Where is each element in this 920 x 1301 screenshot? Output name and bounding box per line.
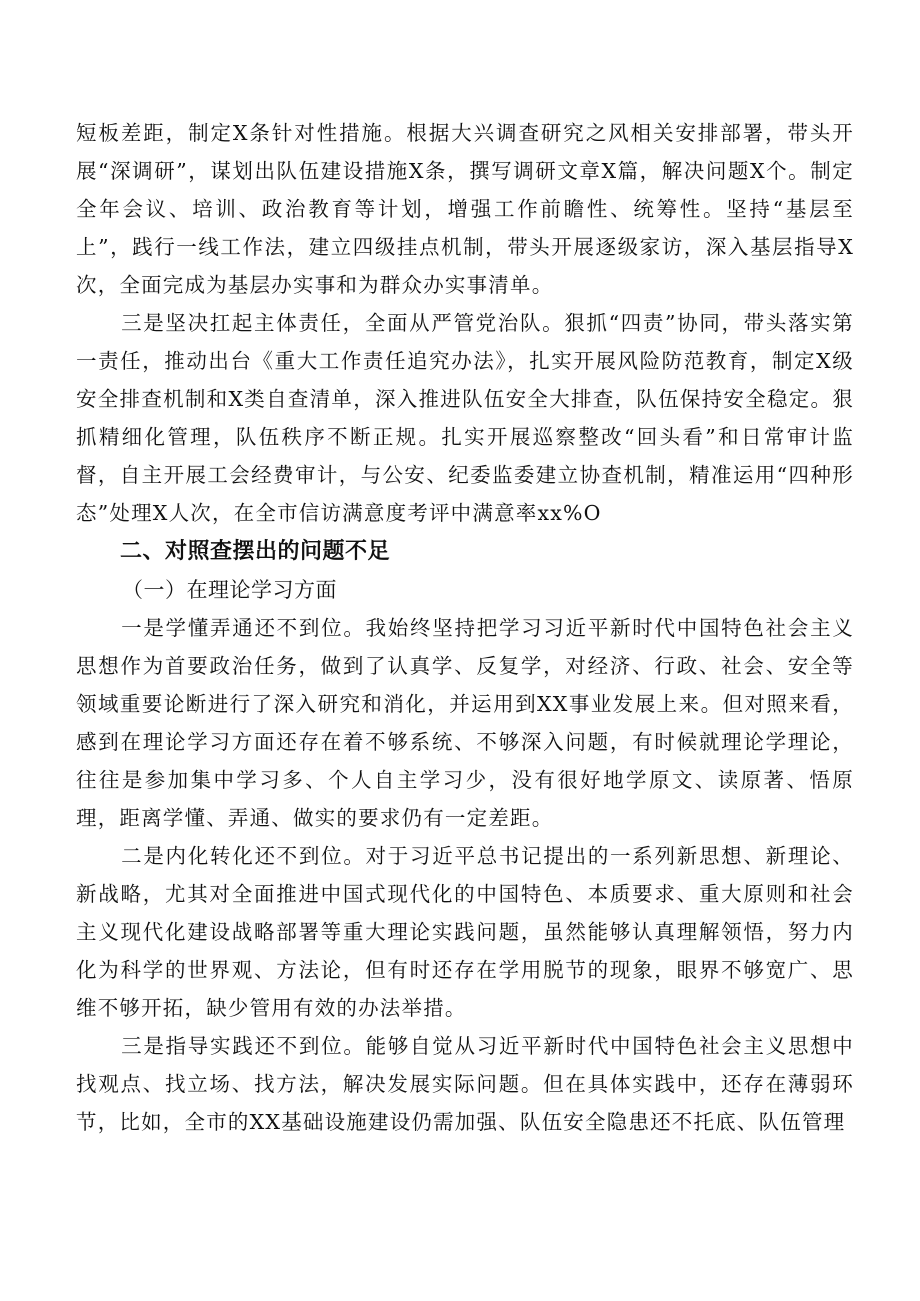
paragraph-continuation: 短板差距，制定X条针对性措施。根据大兴调查研究之风相关安排部署，带头开展“深调研”，谋划出队伍建设措施X条，撰写调研文章X篇，解决问题X个。制定全年会议、培训、政治教育等计划，增强工作前瞻性、统筹性。坚持“基层至上”，践行一线工作法，建立四级挂点机制，带头开展逐级家访，深入基层指导X次，全面完成为基层办实事和为群众办实事清单。 bbox=[76, 121, 854, 297]
subsection-heading: （一）在理论学习方面 bbox=[122, 578, 337, 602]
document-body bbox=[76, 114, 854, 1141]
paragraph-main-responsibility: 三是坚决扛起主体责任，全面从严管党治队。狠抓“四责”协同，带头落实第一责任，推动出台《重大工作责任追究办法》，扎实开展风险防范教育，制定X级安全排查机制和X类自查清单，深入推进队伍安全大排查，队伍保持安全稳定。狠抓精细化管理，队伍秩序不断正规。扎实开展巡察整改“回头看”和日常审计监督，自主开展工会经费审计，与公安、纪委监委建立协查机制，精准运用“四种形态”处理X人次，在全市信访满意度考评中满意率xx%O bbox=[76, 311, 854, 525]
paragraph-study-understanding: 一是学懂弄通还不到位。我始终坚持把学习习近平新时代中国特色社会主义思想作为首要政治任务，做到了认真学、反复学，对经济、行政、社会、安全等领域重要论断进行了深入研究和消化，并运用到XX事业发展上来。但对照来看，感到在理论学习方面还存在着不够系统、不够深入问题，有时候就理论学理论，往往是参加集中学习多、个人自主学习少，没有很好地学原文、读原著、悟原理，距离学懂、弄通、做实的要求仍有一定差距。 bbox=[76, 616, 854, 830]
paragraph-guiding-practice: 三是指导实践还不到位。能够自觉从习近平新时代中国特色社会主义思想中找观点、找立场、找方法，解决发展实际问题。但在具体实践中，还存在薄弱环节，比如，全市的XX基础设施建设仍需加强、队伍安全隐患还不托底、队伍管理 bbox=[76, 1034, 854, 1134]
section-heading: 二、对照查摆出的问题不足 bbox=[120, 539, 391, 564]
paragraph-internalization: 二是内化转化还不到位。对于习近平总书记提出的一系列新思想、新理论、新战略，尤其对全面推进中国式现代化的中国特色、本质要求、重大原则和社会主义现代化建设战略部署等重大理论实践问题，虽然能够认真理解领悟，努力内化为科学的世界观、方法论，但有时还存在学用脱节的现象，眼界不够宽广、思维不够开拓，缺少管用有效的办法举措。 bbox=[76, 844, 854, 1020]
